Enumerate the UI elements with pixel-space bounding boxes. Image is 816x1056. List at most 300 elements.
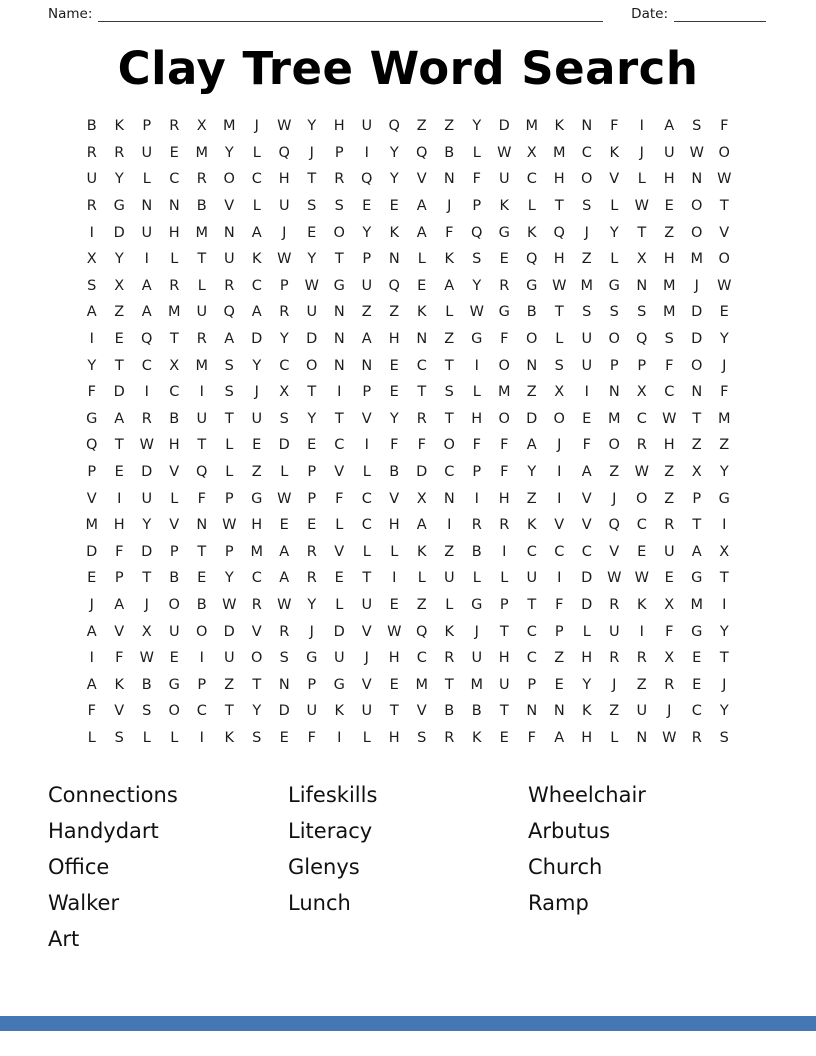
grid-letter: Y (472, 118, 482, 135)
grid-letter: M (195, 224, 208, 241)
grid-letter: Q (361, 171, 373, 188)
grid-letter: T (692, 410, 702, 427)
grid-letter: R (306, 570, 317, 587)
grid-letter: T (444, 410, 454, 427)
grid-letter: K (114, 676, 124, 693)
grid-letter: S (142, 703, 152, 720)
grid-letter: Y (307, 596, 317, 613)
grid-letter: R (444, 729, 455, 746)
grid-letter: C (196, 703, 207, 720)
grid-letter: M (690, 251, 703, 268)
grid-letter: S (637, 304, 647, 321)
grid-letter: M (580, 277, 593, 294)
date-blank-line (674, 7, 766, 22)
grid-letter: J (89, 596, 94, 613)
grid-letter: N (333, 357, 345, 374)
grid-letter: Y (719, 623, 729, 640)
grid-letter: H (168, 224, 180, 241)
grid-letter: B (196, 596, 207, 613)
grid-letter: P (307, 464, 317, 481)
grid-letter: D (251, 331, 263, 348)
grid-letter: N (691, 171, 703, 188)
grid-letter: I (117, 490, 122, 507)
grid-letter: L (362, 543, 371, 560)
grid-letter: Y (87, 357, 97, 374)
date-label: Date: (631, 6, 668, 22)
grid-letter: J (557, 437, 562, 454)
grid-letter: Y (307, 251, 317, 268)
word-item: Church (528, 855, 603, 880)
grid-letter: Q (526, 251, 538, 268)
grid-letter: H (388, 331, 400, 348)
grid-letter: T (389, 703, 399, 720)
grid-letter: U (581, 357, 593, 374)
grid-letter: Y (114, 171, 124, 188)
grid-letter: G (471, 331, 483, 348)
grid-letter: X (719, 543, 730, 560)
grid-letter: N (416, 331, 428, 348)
grid-letter: C (169, 384, 180, 401)
grid-letter: O (168, 703, 180, 720)
grid-letter: T (307, 384, 317, 401)
grid-letter: U (306, 304, 318, 321)
grid-letter: M (690, 596, 703, 613)
grid-letter: U (333, 650, 345, 667)
grid-letter: E (169, 650, 179, 667)
grid-letter: H (278, 171, 290, 188)
grid-letter: Y (252, 703, 262, 720)
grid-letter: R (471, 517, 482, 534)
grid-letter: L (445, 596, 454, 613)
grid-letter: L (225, 437, 234, 454)
grid-letter: S (87, 277, 97, 294)
grid-letter: K (609, 144, 619, 161)
grid-letter: A (664, 118, 675, 135)
grid-letter: E (664, 570, 674, 587)
grid-letter: Y (389, 171, 399, 188)
grid-letter: W (662, 410, 677, 427)
grid-letter: K (636, 596, 647, 613)
grid-letter: R (499, 517, 510, 534)
grid-letter: K (416, 543, 427, 560)
grid-letter: L (142, 729, 151, 746)
grid-letter: F (87, 384, 96, 401)
grid-letter: G (718, 490, 730, 507)
grid-letter: W (497, 144, 512, 161)
grid-letter: R (609, 650, 620, 667)
grid-letter: Z (664, 224, 675, 241)
grid-letter: Z (526, 384, 537, 401)
grid-letter: D (141, 464, 153, 481)
grid-letter: M (222, 118, 236, 135)
grid-letter: F (115, 543, 124, 560)
grid-letter: V (169, 517, 180, 534)
grid-letter: U (636, 703, 648, 720)
grid-letter: I (722, 517, 727, 534)
grid-letter: P (527, 676, 537, 693)
grid-letter: R (636, 437, 647, 454)
grid-letter: W (277, 596, 292, 613)
grid-letter: H (388, 650, 400, 667)
grid-letter: Z (224, 676, 235, 693)
grid-letter: I (89, 650, 94, 667)
grid-letter: D (691, 331, 703, 348)
grid-letter: Z (581, 251, 592, 268)
grid-letter: O (553, 410, 565, 427)
grid-letter: C (334, 437, 345, 454)
grid-letter: B (169, 570, 180, 587)
grid-letter: Z (554, 650, 565, 667)
grid-letter: R (224, 277, 235, 294)
grid-letter: M (250, 543, 263, 560)
grid-letter: H (663, 171, 675, 188)
grid-letter: H (168, 437, 180, 454)
grid-letter: S (114, 729, 124, 746)
grid-letter: N (691, 384, 703, 401)
grid-letter: A (251, 304, 262, 321)
name-date-row (0, 0, 816, 22)
grid-letter: O (306, 357, 318, 374)
grid-letter: D (278, 437, 290, 454)
grid-letter: C (636, 517, 647, 534)
grid-letter: O (581, 171, 593, 188)
grid-letter: F (720, 384, 729, 401)
grid-letter: M (607, 410, 621, 427)
grid-letter: L (472, 144, 481, 161)
grid-letter: T (224, 703, 234, 720)
grid-letter: J (612, 490, 617, 507)
grid-letter: O (526, 331, 538, 348)
grid-letter: D (141, 543, 153, 560)
grid-letter: A (86, 623, 97, 640)
grid-letter: P (362, 251, 372, 268)
grid-letter: H (251, 517, 263, 534)
grid-letter: L (637, 171, 646, 188)
grid-letter: Z (636, 676, 647, 693)
word-list (0, 777, 816, 957)
grid-letter: P (142, 118, 152, 135)
word-list-column (528, 777, 768, 957)
grid-letter: C (169, 171, 180, 188)
grid-letter: Q (196, 464, 208, 481)
grid-letter: Z (664, 490, 675, 507)
grid-letter: N (223, 224, 235, 241)
grid-letter: C (691, 703, 702, 720)
grid-letter: L (170, 251, 179, 268)
grid-letter: L (362, 464, 371, 481)
grid-letter: P (472, 198, 482, 215)
grid-letter: Y (719, 464, 729, 481)
grid-letter: Z (416, 118, 427, 135)
grid-letter: W (277, 118, 292, 135)
grid-letter: P (334, 144, 344, 161)
grid-letter: U (223, 650, 235, 667)
grid-letter: E (582, 410, 592, 427)
grid-letter: I (722, 596, 727, 613)
grid-letter: I (584, 384, 589, 401)
word-item: Lunch (288, 891, 351, 916)
grid-letter: S (417, 729, 427, 746)
grid-letter: O (443, 437, 455, 454)
grid-letter: J (667, 703, 672, 720)
grid-letter: M (195, 357, 208, 374)
grid-letter: M (717, 410, 731, 427)
grid-letter: T (197, 437, 207, 454)
grid-letter: S (444, 384, 454, 401)
grid-letter: F (582, 437, 591, 454)
grid-letter: J (309, 623, 314, 640)
grid-letter: Y (389, 410, 399, 427)
grid-letter: E (719, 304, 729, 321)
grid-letter: N (361, 357, 373, 374)
grid-letter: B (444, 703, 455, 720)
grid-letter: O (333, 224, 345, 241)
grid-letter: Z (444, 331, 455, 348)
grid-letter: S (472, 251, 482, 268)
grid-letter: Q (553, 224, 565, 241)
grid-letter: R (86, 144, 97, 161)
grid-letter: E (307, 517, 317, 534)
grid-letter: X (636, 251, 647, 268)
grid-letter: T (169, 331, 179, 348)
grid-letter: G (608, 277, 620, 294)
grid-letter: T (719, 198, 729, 215)
grid-letter: W (662, 729, 677, 746)
grid-letter: T (692, 517, 702, 534)
grid-letter: H (663, 251, 675, 268)
grid-letter: R (279, 623, 290, 640)
grid-letter: J (364, 650, 369, 667)
grid-letter: I (502, 543, 507, 560)
grid-letter: L (527, 198, 536, 215)
grid-letter: N (526, 703, 538, 720)
grid-letter: R (169, 118, 180, 135)
grid-letter: U (498, 676, 510, 693)
grid-letter: P (637, 357, 647, 374)
grid-letter: P (224, 490, 234, 507)
grid-letter: H (581, 650, 593, 667)
grid-letter: F (390, 437, 399, 454)
grid-letter: R (86, 198, 97, 215)
grid-letter: H (581, 729, 593, 746)
grid-letter: V (251, 623, 262, 640)
grid-letter: C (251, 570, 262, 587)
grid-letter: M (552, 144, 566, 161)
grid-letter: E (307, 224, 317, 241)
grid-letter: D (113, 384, 125, 401)
grid-letter: A (279, 543, 290, 560)
grid-letter: N (168, 198, 180, 215)
grid-letter: V (114, 703, 125, 720)
grid-letter: S (582, 304, 592, 321)
grid-letter: B (169, 410, 180, 427)
grid-letter: F (720, 118, 729, 135)
grid-letter: K (581, 703, 592, 720)
grid-letter: G (471, 596, 483, 613)
grid-letter: M (525, 118, 538, 135)
grid-letter: P (609, 357, 619, 374)
grid-letter: K (114, 118, 124, 135)
grid-letter: H (388, 729, 400, 746)
grid-letter: S (582, 198, 592, 215)
grid-letter: C (361, 490, 372, 507)
grid-letter: P (169, 543, 179, 560)
grid-letter: C (416, 357, 427, 374)
grid-letter: V (609, 171, 620, 188)
grid-letter: D (333, 623, 345, 640)
grid-letter: R (306, 543, 317, 560)
grid-letter: A (416, 517, 427, 534)
grid-letter: F (500, 437, 509, 454)
grid-letter: J (694, 277, 699, 294)
grid-letter: R (334, 171, 345, 188)
grid-letter: G (113, 198, 125, 215)
grid-letter: L (610, 198, 619, 215)
grid-letter: Y (279, 331, 289, 348)
grid-letter: Y (224, 144, 234, 161)
grid-letter: N (443, 490, 455, 507)
grid-letter: E (499, 251, 509, 268)
grid-letter: X (554, 384, 565, 401)
grid-letter: R (444, 650, 455, 667)
grid-letter: C (581, 144, 592, 161)
grid-letter: C (526, 650, 537, 667)
grid-letter: B (526, 304, 537, 321)
grid-letter: O (223, 171, 235, 188)
grid-letter: F (307, 729, 316, 746)
grid-letter: W (387, 623, 402, 640)
grid-letter: O (196, 623, 208, 640)
grid-letter: J (447, 198, 452, 215)
grid-letter: V (416, 171, 427, 188)
grid-letter: D (691, 304, 703, 321)
grid-letter: F (555, 596, 564, 613)
grid-letter: N (553, 703, 565, 720)
grid-letter: A (416, 224, 427, 241)
grid-letter: W (607, 570, 622, 587)
grid-letter: W (689, 144, 704, 161)
grid-letter: U (278, 198, 290, 215)
grid-letter: L (335, 596, 344, 613)
grid-letter: Z (609, 703, 620, 720)
grid-letter: F (527, 729, 536, 746)
grid-letter: E (334, 570, 344, 587)
grid-letter: M (470, 676, 483, 693)
grid-letter: F (472, 171, 481, 188)
grid-letter: I (557, 464, 562, 481)
grid-letter: I (639, 118, 644, 135)
grid-letter: T (444, 357, 454, 374)
grid-letter: C (526, 171, 537, 188)
word-item: Walker (48, 891, 120, 916)
grid-letter: X (664, 650, 675, 667)
grid-letter: X (196, 118, 207, 135)
grid-letter: F (610, 118, 619, 135)
grid-letter: K (251, 251, 262, 268)
grid-letter: C (581, 543, 592, 560)
grid-letter: H (498, 650, 510, 667)
grid-letter: U (361, 596, 373, 613)
grid-letter: L (362, 729, 371, 746)
grid-letter: R (416, 410, 427, 427)
grid-letter: A (114, 410, 125, 427)
grid-letter: Y (719, 703, 729, 720)
grid-letter: N (333, 304, 345, 321)
grid-letter: Z (389, 304, 400, 321)
grid-letter: G (86, 410, 98, 427)
grid-letter: C (526, 623, 537, 640)
word-item: Arbutus (528, 819, 611, 844)
grid-letter: E (307, 437, 317, 454)
grid-letter: E (362, 198, 372, 215)
grid-letter: L (225, 464, 234, 481)
grid-letter: K (334, 703, 344, 720)
grid-letter: G (498, 224, 510, 241)
grid-letter: L (610, 729, 619, 746)
grid-letter: O (691, 198, 703, 215)
grid-letter: C (444, 464, 455, 481)
grid-letter: I (144, 384, 149, 401)
grid-letter: S (224, 384, 234, 401)
grid-letter: Z (609, 464, 620, 481)
grid-letter: L (417, 570, 426, 587)
grid-letter: P (307, 676, 317, 693)
grid-letter: D (223, 623, 235, 640)
grid-letter: F (197, 490, 206, 507)
grid-letter: E (197, 570, 207, 587)
grid-letter: A (554, 729, 565, 746)
grid-letter: W (277, 251, 292, 268)
grid-letter: S (664, 331, 674, 348)
grid-letter: V (334, 464, 345, 481)
grid-letter: P (114, 570, 124, 587)
grid-letter: H (663, 437, 675, 454)
grid-letter: U (196, 410, 208, 427)
grid-letter: E (169, 144, 179, 161)
grid-letter: O (718, 144, 730, 161)
grid-letter: R (499, 277, 510, 294)
grid-letter: O (718, 251, 730, 268)
footer-bar (0, 1016, 816, 1031)
grid-letter: C (416, 650, 427, 667)
grid-letter: L (252, 144, 261, 161)
grid-letter: E (637, 543, 647, 560)
grid-letter: P (554, 623, 564, 640)
grid-letter: T (554, 304, 564, 321)
grid-letter: V (389, 490, 400, 507)
grid-letter: H (498, 490, 510, 507)
grid-letter: L (582, 623, 591, 640)
grid-letter: X (86, 251, 97, 268)
grid-letter: J (144, 596, 149, 613)
grid-letter: Q (388, 277, 400, 294)
grid-letter: U (223, 251, 235, 268)
grid-letter: S (554, 357, 564, 374)
grid-letter: U (471, 650, 483, 667)
grid-letter: F (665, 623, 674, 640)
grid-letter: T (114, 437, 124, 454)
grid-letter: M (662, 304, 676, 321)
grid-letter: V (114, 623, 125, 640)
grid-letter: D (526, 410, 538, 427)
grid-letter: I (337, 384, 342, 401)
grid-letter: T (197, 543, 207, 560)
grid-letter: Y (114, 251, 124, 268)
word-list-column (288, 777, 528, 957)
grid-letter: C (251, 171, 262, 188)
grid-letter: P (362, 384, 372, 401)
grid-letter: Y (307, 118, 317, 135)
